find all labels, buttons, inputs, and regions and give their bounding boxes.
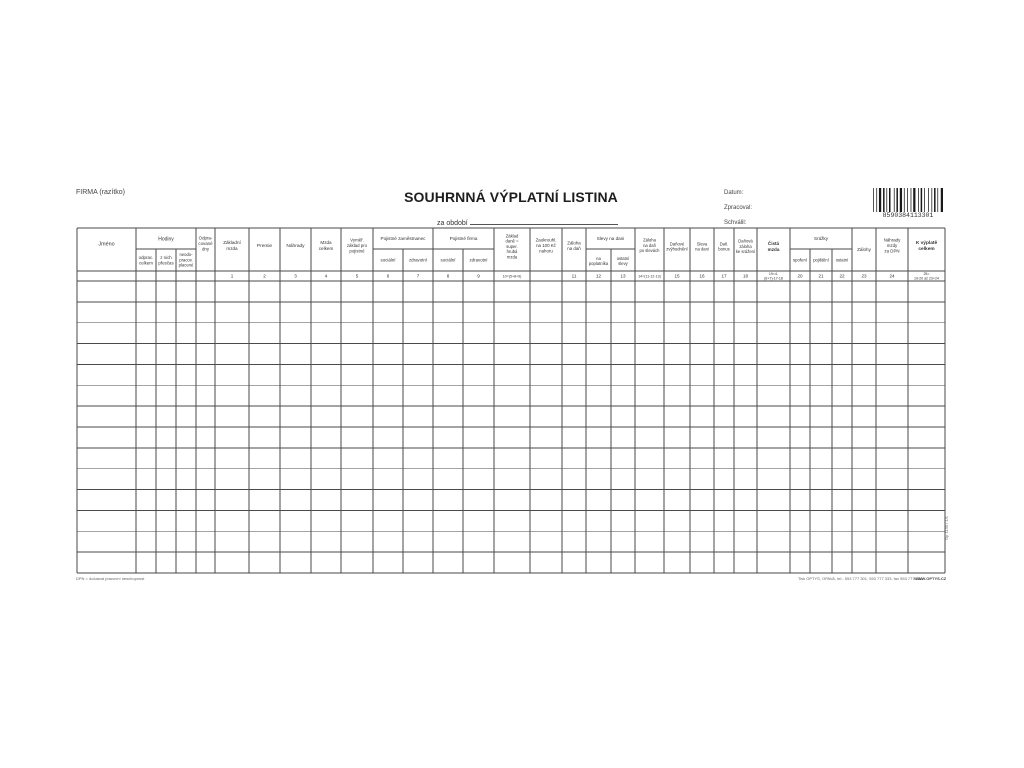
header-socialni: sociální (380, 257, 396, 263)
header-zaklad-dane: Základ daně = super. hrubá mzda (505, 233, 519, 260)
column-number-13: 13 (620, 273, 626, 279)
header-zaloha-po-slevach: Záloha na daň po slevách (639, 237, 660, 254)
header-mzda-celkem: Mzda celkem (318, 240, 334, 251)
header-na-poplatnika: na poplatníka (588, 255, 609, 267)
column-number-3: 3 (294, 273, 297, 279)
column-number-22: 22 (839, 273, 845, 279)
header-odprac: odprac. celkem (138, 254, 154, 266)
header-pojistne-firma: Pojistné firma (449, 236, 478, 242)
column-number-24: 24 (889, 273, 895, 279)
column-number-9: 9 (477, 273, 480, 279)
column-number-20: 20 (797, 273, 803, 279)
column-number-15: 15 (674, 273, 680, 279)
column-number-18: 18 (742, 273, 749, 279)
barcode-number: 8590384113301 (882, 212, 934, 219)
schvalil-label: Schválil: (724, 220, 747, 226)
header-sporeni: spoření (793, 257, 807, 263)
column-number-21: 21 (818, 273, 824, 279)
column-number-8: 8 (446, 273, 450, 279)
column-number-23: 23 (861, 273, 867, 279)
zpracoval-label: Zpracoval: (724, 205, 753, 211)
header-zaokrouhleni: Zaokrouhl. na 100 Kč nahoru (535, 237, 557, 254)
header-pojisteni: pojištění (813, 257, 829, 263)
header-k-vyplate: K výplatě celkem (915, 241, 938, 253)
column-number-1: 1 (230, 273, 234, 279)
header-socialni-firma: sociální (440, 257, 456, 263)
header-cista-mzda: Čistá mzda (767, 241, 780, 252)
header-odpracovane-dny: Odpra-cované dny (198, 235, 213, 252)
column-number-12: 12 (595, 273, 602, 279)
period-label: za období (437, 220, 468, 227)
footer-printer: Tisk OPTYS, OPAVA, tel.: 553 777 301, 553 777 333, fax 553 777 334 (798, 576, 923, 581)
header-zdravotni: zdravotní (408, 257, 428, 263)
column-number-6: 6 (386, 273, 390, 279)
header-zalohy: Zálohy (857, 247, 871, 253)
header-nahrady-dpn: Náhrady mzdy za DPN (883, 237, 901, 254)
header-nahrady: Náhrady (286, 244, 305, 250)
header-danove-zvyhodneni: Daňové zvýhodnění (666, 241, 688, 252)
column-number-11: 11 (571, 273, 577, 279)
header-danovy-bonus: Daň. bonus (718, 241, 730, 252)
footer-web: WWW.OPTYS.CZ (914, 576, 947, 581)
column-number-10: 10=(5+8+9) (502, 274, 522, 279)
header-sleva-na-dani: Sleva na dani (695, 241, 709, 252)
header-srazky: Srážky (813, 236, 829, 242)
column-number-16: 16 (699, 273, 705, 279)
header-hodiny: Hodiny (158, 236, 174, 243)
datum-label: Datum: (724, 190, 744, 196)
header-z-nich: z nich přesčas (158, 254, 174, 266)
header-vymer-zaklad: Vyměř. základ pro pojistné (346, 237, 368, 254)
header-zdravotni-firma: zdravotní (469, 257, 488, 263)
column-number-19: 19=4-(6+7)-17-18 (764, 272, 783, 281)
column-number-17: 17 (721, 273, 727, 279)
header-ostatni: ostatní (835, 257, 849, 263)
column-number-4: 4 (324, 273, 328, 279)
firma-label: FIRMA (razítko) (76, 189, 126, 196)
header-ostatni-slevy: ostatní slevy (616, 255, 630, 267)
header-pojistne-zamestnanec: Pojistné zaměstnanec (380, 236, 426, 242)
form-code: Op 1130 / 1/1 (944, 516, 949, 540)
header-neodpracovane: neodo-pracov. placené (178, 252, 194, 268)
column-number-2: 2 (263, 273, 266, 279)
header-premie: Premie (256, 244, 273, 250)
footer-note: DPN = dočasná pracovní neschopnost (76, 576, 145, 581)
column-number-7: 7 (416, 273, 420, 279)
header-slevy-na-dani: Slevy na dani (596, 236, 625, 242)
column-number-14: 14=(11-12-13) (638, 274, 661, 279)
header-danova-zaloha: Daňová záloha ke srážení (735, 238, 756, 255)
column-number-5: 5 (355, 273, 359, 279)
page-title: SOUHRNNÁ VÝPLATNÍ LISTINA (404, 189, 618, 205)
header-jmeno: Jméno (98, 241, 115, 248)
header-zakladni-mzda: Základní mzda (223, 240, 241, 251)
column-number-25: 25= 19-20 až 23+24 (913, 272, 940, 281)
header-zaloha-na-dan: Záloha na daň (567, 240, 581, 251)
